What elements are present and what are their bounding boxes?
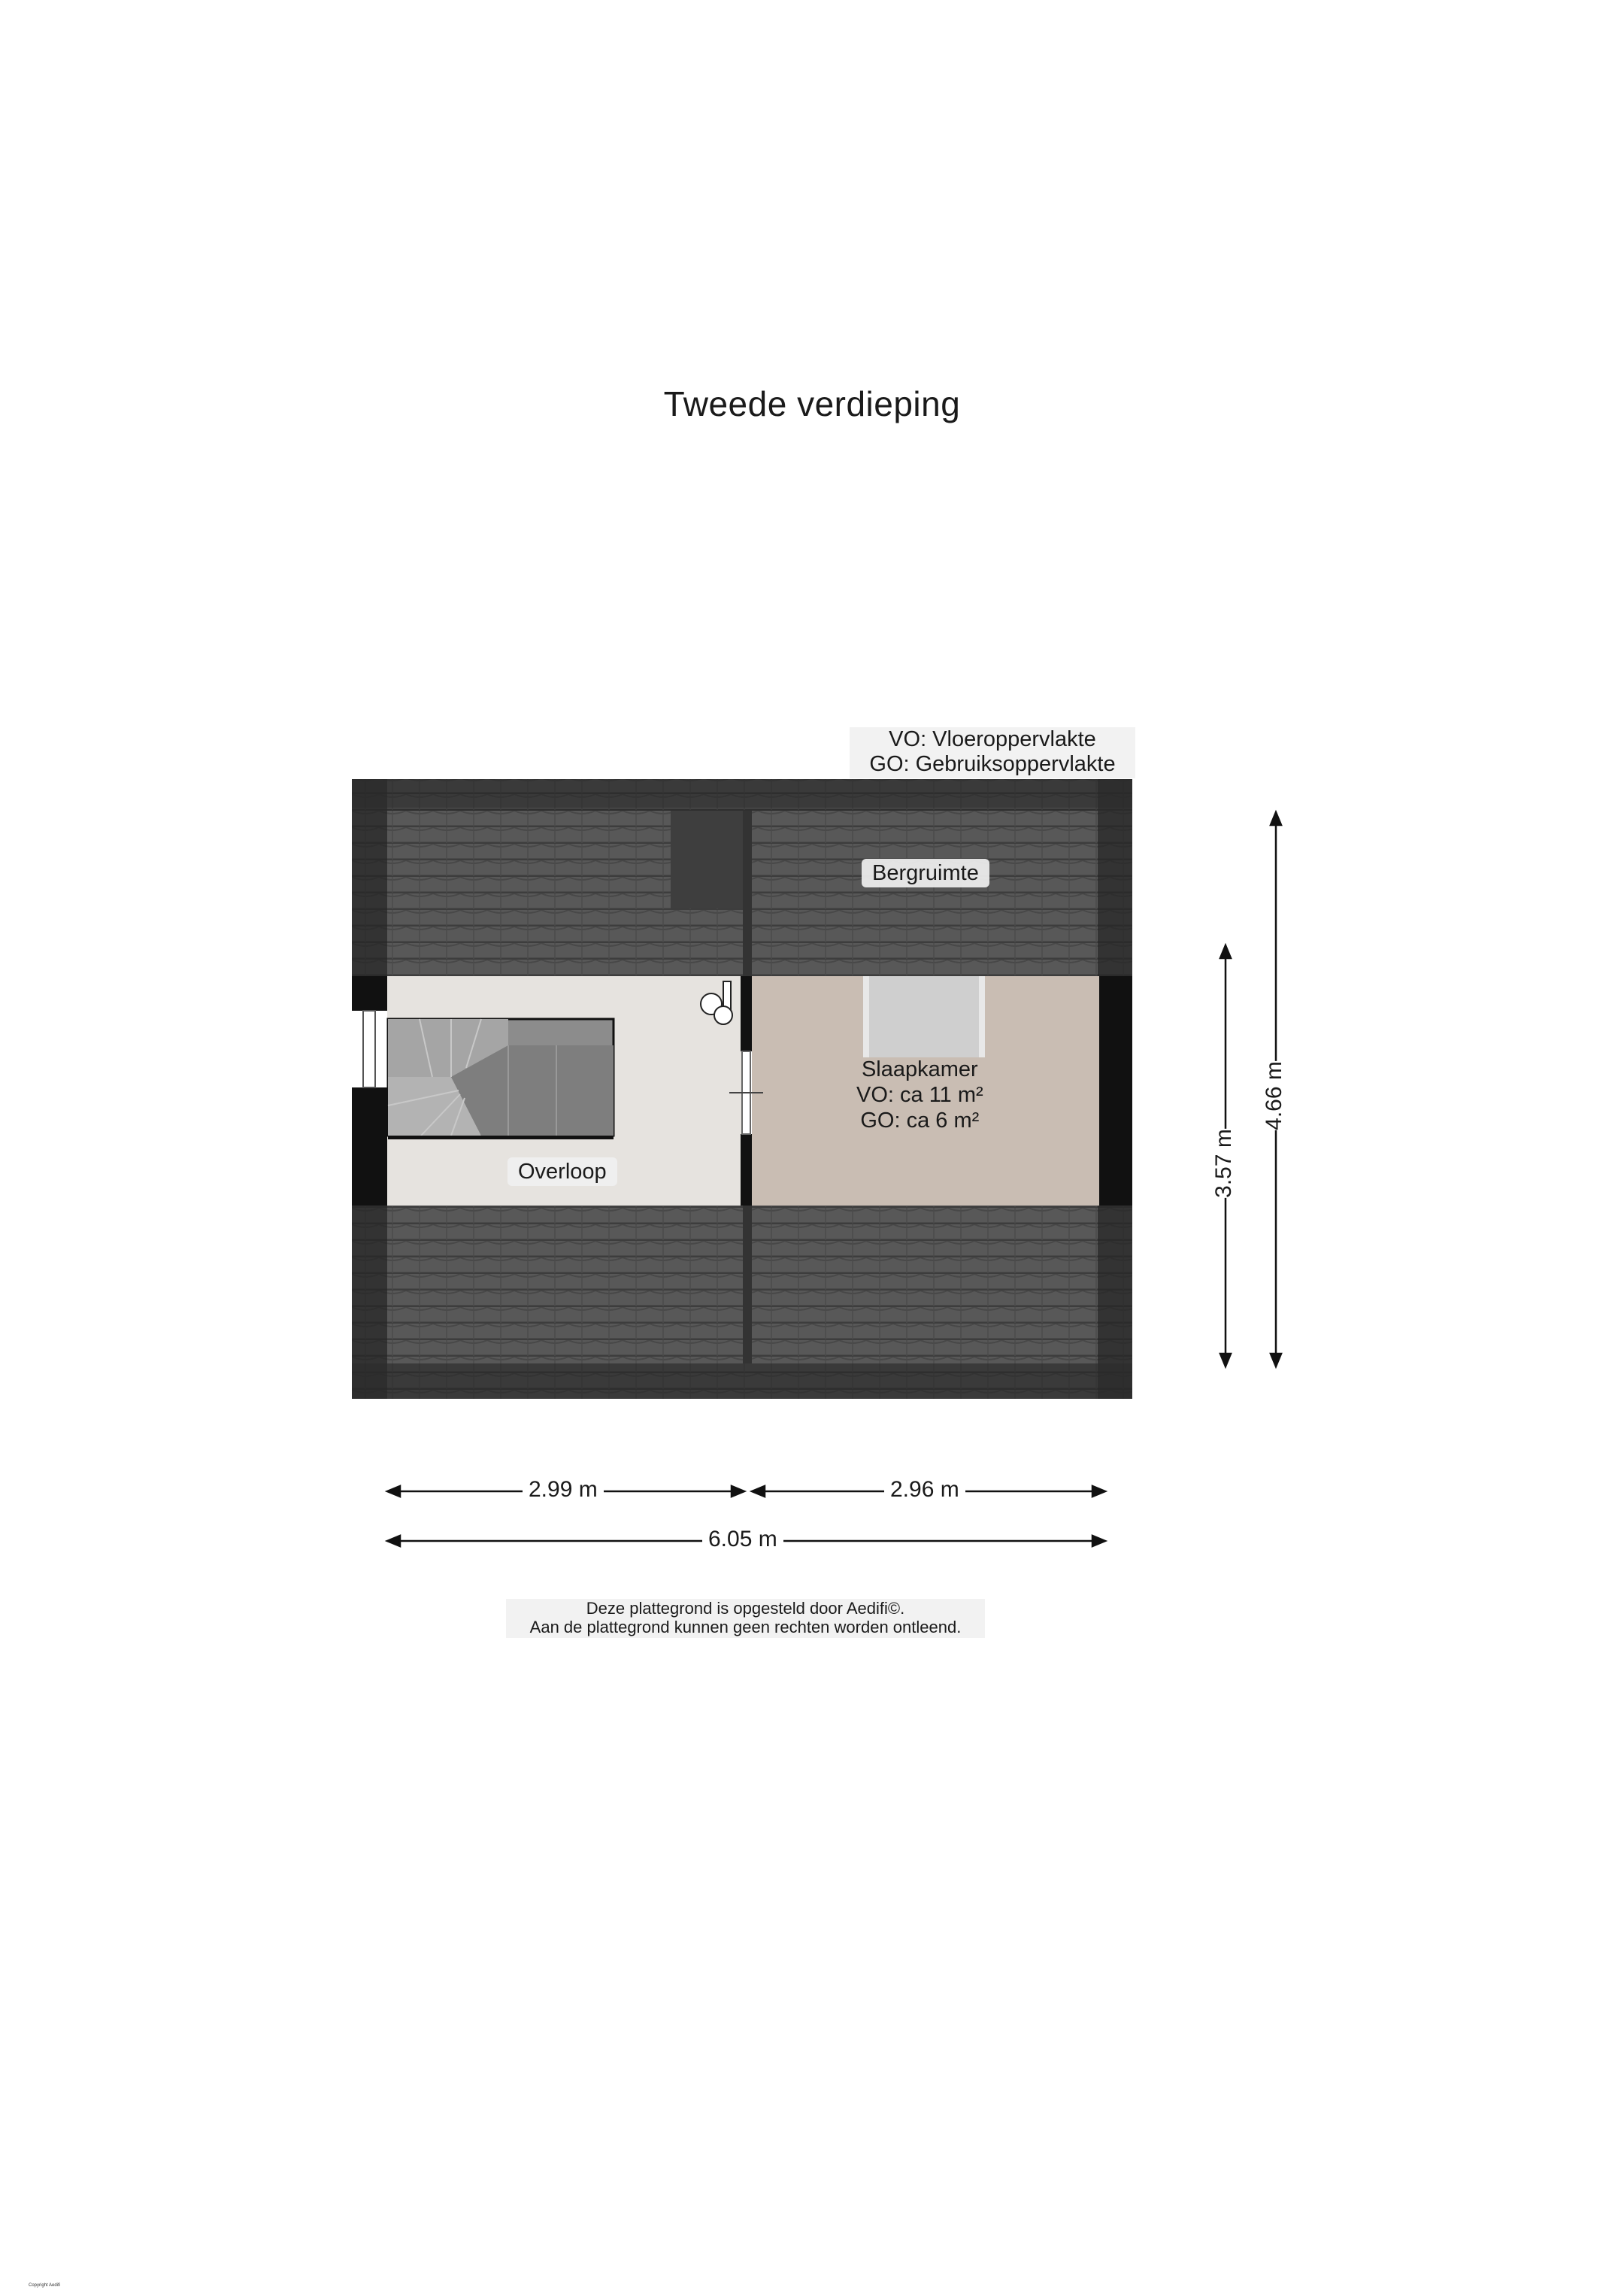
wall-right xyxy=(1099,976,1132,1206)
interior-wall-upper xyxy=(741,976,752,1051)
skylight xyxy=(863,976,985,1057)
legend-go: GO: Gebruiksoppervlakte xyxy=(869,752,1116,776)
slaapkamer-vo: VO: ca 11 m² xyxy=(856,1083,983,1107)
dimension-height-inner: 3.57 m xyxy=(1205,1129,1243,1198)
slaapkamer-go: GO: ca 6 m² xyxy=(860,1109,980,1133)
wall-left-upper xyxy=(352,976,387,1011)
roof-top xyxy=(352,779,1132,976)
room-label-overloop: Overloop xyxy=(508,1157,617,1186)
roof-bottom xyxy=(352,1206,1132,1399)
disclaimer-line1: Deze plattegrond is opgesteld door Aedifi©. xyxy=(586,1599,905,1618)
legend-vo: VO: Vloeroppervlakte xyxy=(889,727,1096,751)
slaapkamer-name: Slaapkamer xyxy=(861,1057,978,1081)
interior-wall-lower xyxy=(741,1134,752,1206)
dimension-width-right: 2.96 m xyxy=(884,1477,965,1503)
disclaimer xyxy=(506,1599,985,1638)
wall-left-lower xyxy=(352,1087,387,1206)
window-left xyxy=(363,1011,375,1087)
dimension-width-total: 6.05 m xyxy=(702,1527,783,1552)
dimension-width-left: 2.99 m xyxy=(523,1477,604,1503)
copyright: Copyright Aedifi xyxy=(29,2283,61,2288)
disclaimer-line2: Aan de plattegrond kunnen geen rechten worden ontleend. xyxy=(529,1618,962,1636)
room-label-slaapkamer xyxy=(846,1055,994,1135)
floor-title: Tweede verdieping xyxy=(663,384,961,423)
staircase xyxy=(388,1019,614,1139)
room-label-bergruimte: Bergruimte xyxy=(862,859,989,887)
dimension-height-total: 4.66 m xyxy=(1256,1061,1293,1130)
